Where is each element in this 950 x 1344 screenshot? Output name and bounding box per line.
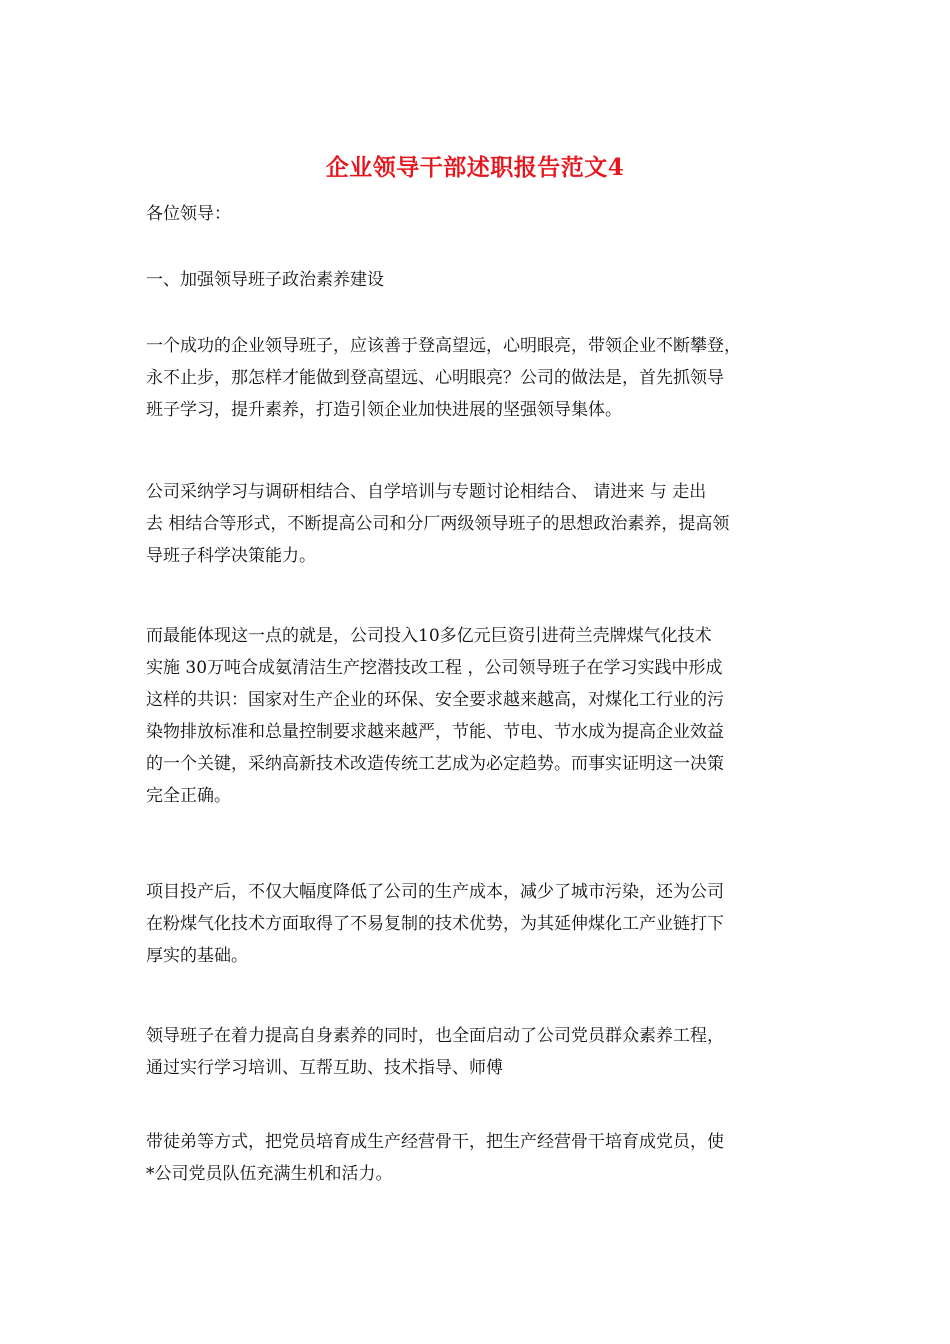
- text-line: 导班子科学决策能力。: [146, 546, 316, 566]
- text-line: 染物排放标准和总量控制要求越来越严，节能、节电、节水成为提高企业效益: [146, 722, 724, 742]
- paragraph-2: [146, 330, 814, 426]
- text-line: 领导班子在着力提高自身素养的同时，也全面启动了公司党员群众素养工程，: [146, 1026, 724, 1046]
- text-line: 通过实行学习培训、互帮互助、技术指导、师傅: [146, 1058, 503, 1078]
- text-line: *公司党员队伍充满生机和活力。: [146, 1164, 393, 1184]
- document-title: 企业领导干部述职报告范文4: [325, 154, 625, 181]
- paragraph-3: [146, 476, 814, 572]
- text-line: 厚实的基础。: [146, 946, 248, 966]
- paragraph-5: [146, 876, 814, 972]
- text-line: 在粉煤气化技术方面取得了不易复制的技术优势，为其延伸煤化工产业链打下: [146, 914, 724, 934]
- text-line: 一、加强领导班子政治素养建设: [146, 270, 384, 290]
- paragraph-7: [146, 1126, 814, 1190]
- text-line: 去 相结合等形式，不断提高公司和分厂两级领导班子的思想政治素养，提高领: [146, 514, 730, 534]
- text-line: 完全正确。: [146, 786, 231, 806]
- text-line: 一个成功的企业领导班子，应该善于登高望远，心明眼亮，带领企业不断攀登，: [146, 336, 741, 356]
- text-line: 永不止步，那怎样才能做到登高望远、心明眼亮？公司的做法是，首先抓领导: [146, 368, 724, 388]
- paragraph-4: [146, 620, 814, 812]
- paragraph-6: [146, 1020, 814, 1084]
- text-line: 项目投产后，不仅大幅度降低了公司的生产成本，减少了城市污染，还为公司: [146, 882, 724, 902]
- paragraph-1: [146, 264, 814, 296]
- text-line: 公司采纳学习与调研相结合、自学培训与专题讨论相结合、 请进来 与 走出: [146, 482, 707, 502]
- text-line: 实施 30万吨合成氨清洁生产挖潜技改工程 ，公司领导班子在学习实践中形成: [146, 658, 723, 678]
- text-line: 的一个关键，采纳高新技术改造传统工艺成为必定趋势。而事实证明这一决策: [146, 754, 724, 774]
- text-line: 而最能体现这一点的就是，公司投入10多亿元巨资引进荷兰壳牌煤气化技术: [146, 626, 712, 646]
- salutation: 各位领导：: [146, 204, 231, 224]
- text-line: 这样的共识：国家对生产企业的环保、安全要求越来越高，对煤化工行业的污: [146, 690, 724, 710]
- text-line: 班子学习，提升素养，打造引领企业加快进展的坚强领导集体。: [146, 400, 622, 420]
- text-line: 带徒弟等方式，把党员培育成生产经营骨干，把生产经营骨干培育成党员，使: [146, 1132, 724, 1152]
